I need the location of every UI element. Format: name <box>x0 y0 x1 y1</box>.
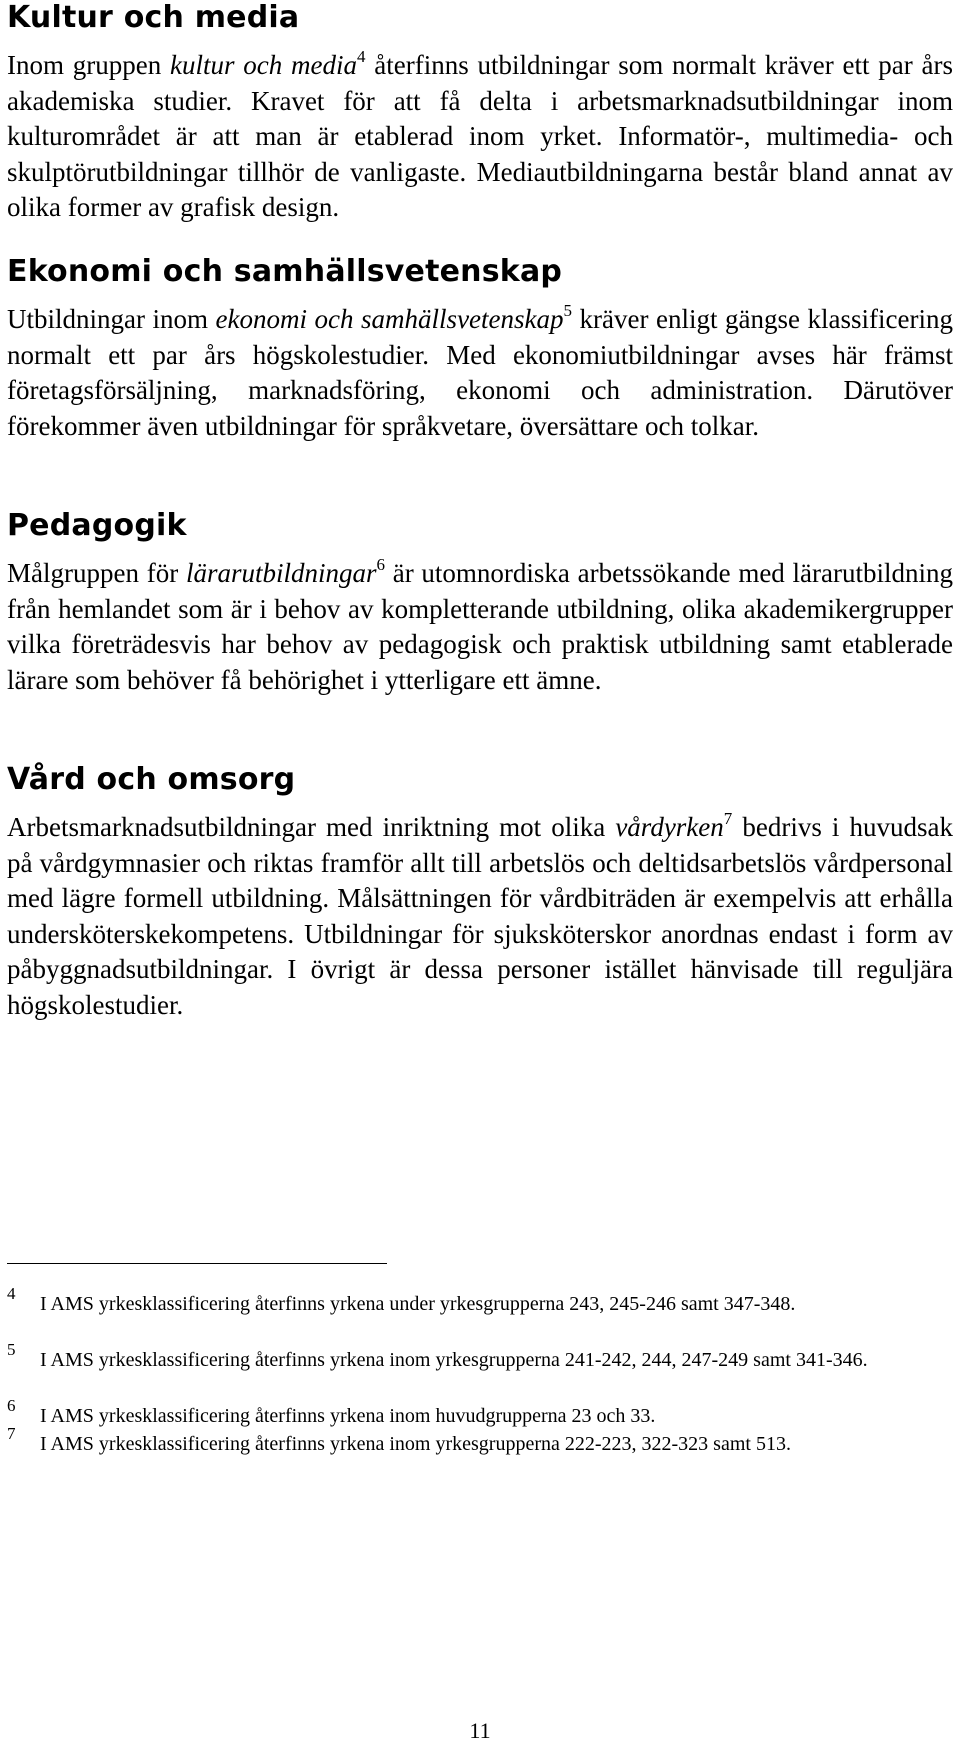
footnote-text: I AMS yrkesklassificering återfinns yrkena inom yrkesgrupperna 241-242, 244, 247-249 samt 341-346. <box>40 1349 868 1371</box>
section-heading-vard: Vård och omsorg <box>7 762 296 797</box>
paragraph-vard <box>7 810 953 1023</box>
footnote-ref[interactable]: 6 <box>376 555 385 574</box>
section-heading-kultur: Kultur och media <box>7 0 300 35</box>
footnote-text: I AMS yrkesklassificering återfinns yrkena under yrkesgrupperna 243, 245-246 samt 347-348. <box>40 1293 796 1315</box>
paragraph-text: återfinns utbildningar som normalt kräver ett par års akademiska studier. Kravet för att få delta i arbetsmarknadsutbildningar inom kulturområdet är att man är etablerad inom yrket. Informatör-, multimedia- och skulptörutbildningar tillhör de vanligaste. Mediautbildningarna består bland annat av olika former av grafisk design. <box>7 50 954 222</box>
footnote-ref[interactable]: 5 <box>563 301 573 320</box>
footnote-number: 7 <box>7 1424 16 1443</box>
footnote-text: I AMS yrkesklassificering återfinns yrkena inom yrkesgrupperna 222-223, 322-323 samt 513. <box>40 1433 791 1455</box>
paragraph-text: bedrivs i huvudsak på vårdgymnasier och riktas framför allt till arbetslös och deltidsarbetslös vårdpersonal med lägre formell utbildning. Målsättningen för vårdbiträden är exempelvis att erhålla undersköterskekompetens. Utbildningar för sjuksköterskor anordnas endast i form av påbyggnadsutbildningar. I övrigt är dessa personer istället hänvisade till reguljära högskolestudier. <box>7 812 954 1020</box>
footnote <box>7 1284 947 1318</box>
footnote <box>7 1396 947 1430</box>
emphasized-term: kultur och media <box>170 50 358 80</box>
emphasized-term: vårdyrken <box>615 812 724 842</box>
paragraph-text: är utomnordiska arbetssökande med lärarutbildning från hemlandet som är i behov av kompletterande utbildning, olika akademikergrupper vilka företrädesvis har behov av pedagogisk och praktisk utbildning samt etablerade lärare som behöver få behörighet i ytterligare ett ämne. <box>7 558 953 695</box>
paragraph-text: kräver enligt gängse klassificering normalt ett par års högskolestudier. Med ekonomiutbildningar avses här främst företagsförsäljning, marknadsföring, ekonomi och administration. Därutöver förekommer även utbildningar för språkvetare, översättare och tolkar. <box>7 304 953 441</box>
footnote-ref[interactable]: 7 <box>723 809 733 828</box>
paragraph-pedagogik <box>7 556 953 698</box>
emphasized-term: ekonomi och samhällsvetenskap <box>215 304 564 334</box>
section-heading-pedagogik: Pedagogik <box>7 508 187 543</box>
paragraph-ekonomi <box>7 302 953 444</box>
paragraph-text: Utbildningar inom <box>7 304 216 334</box>
footnote-ref[interactable]: 4 <box>357 47 366 66</box>
footnote-number: 4 <box>7 1284 16 1303</box>
footnote-text: I AMS yrkesklassificering återfinns yrkena inom huvudgrupperna 23 och 33. <box>40 1405 656 1427</box>
footnote <box>7 1424 947 1458</box>
footnote-number: 6 <box>7 1396 16 1415</box>
paragraph-kultur <box>7 48 953 226</box>
footnote-separator <box>7 1263 387 1264</box>
paragraph-text: Arbetsmarknadsutbildningar med inriktning mot olika <box>7 812 616 842</box>
emphasized-term: lärarutbildningar <box>185 558 377 588</box>
footnote <box>7 1340 947 1374</box>
paragraph-text: Inom gruppen <box>7 50 171 80</box>
page-number: 11 <box>469 1718 491 1743</box>
paragraph-text: Målgruppen för <box>7 558 186 588</box>
footnote-number: 5 <box>7 1340 16 1359</box>
section-heading-ekonomi: Ekonomi och samhällsvetenskap <box>7 254 563 289</box>
